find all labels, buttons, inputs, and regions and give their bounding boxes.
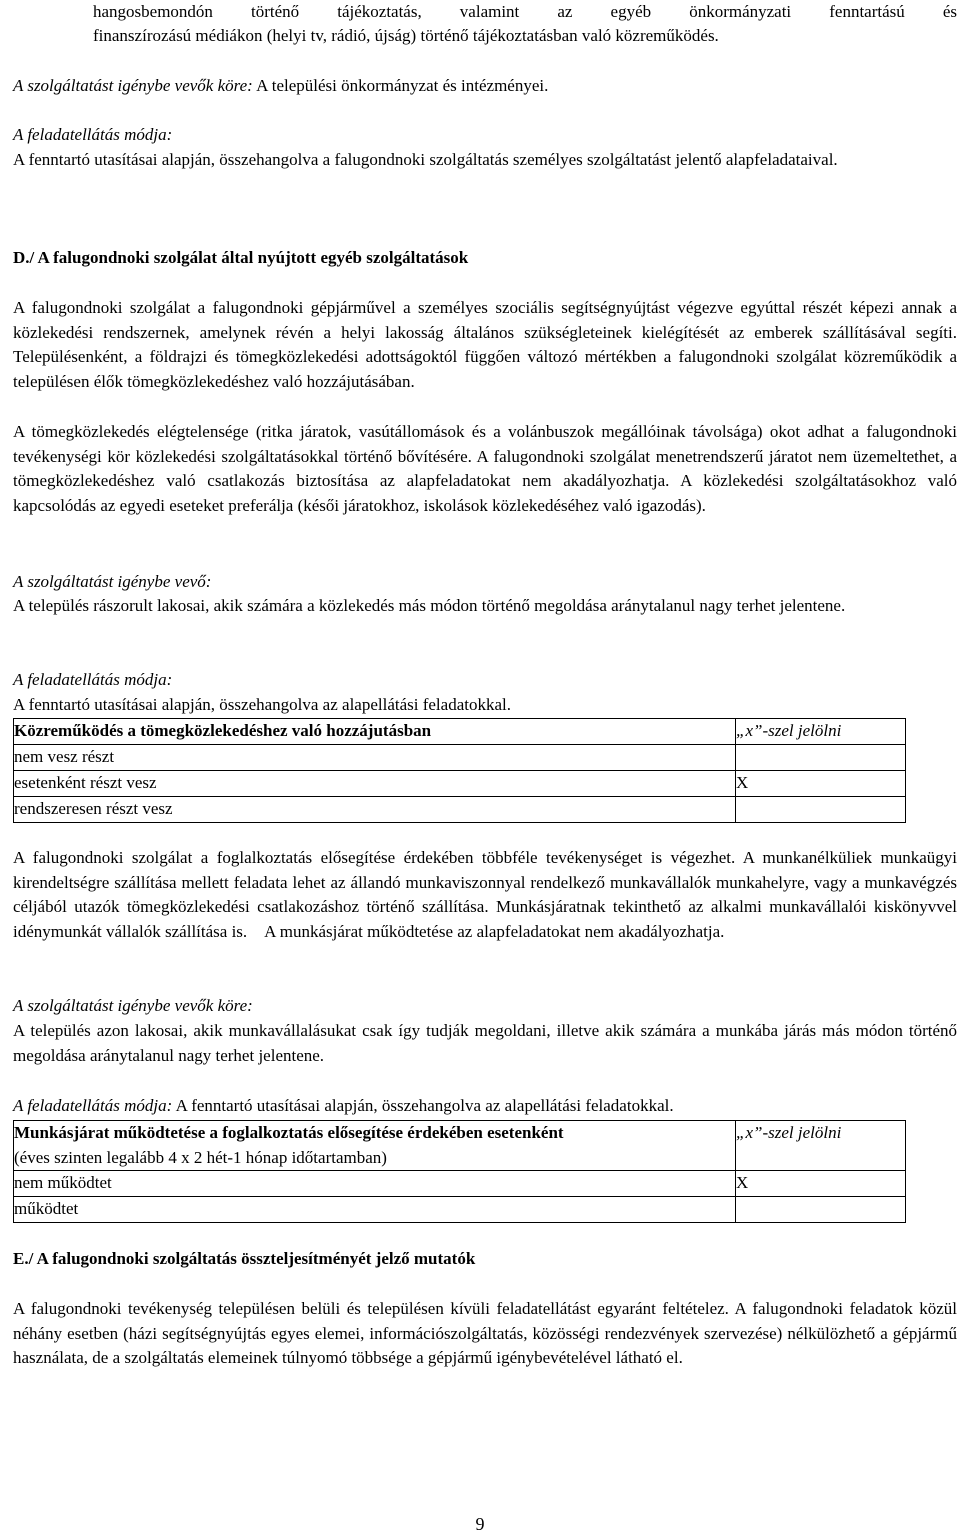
table-row bbox=[14, 719, 906, 745]
block1-users-value: A települési önkormányzat és intézményei. bbox=[252, 76, 549, 95]
block1-users-label: A szolgáltatást igénybe vevők köre: bbox=[13, 76, 253, 95]
row-label: esetenként részt vesz bbox=[14, 771, 736, 797]
section-d-mode-text: A fenntartó utasításai alapján, összehangolva az alapellátási feladatokkal. bbox=[13, 695, 511, 714]
row-label: működtet bbox=[14, 1197, 736, 1223]
section-d-para2: A tömegközlekedés elégtelensége (ritka járatok, vasútállomások és a volánbuszok megállóinak távolsága) okot adhat a falugondnoki tevékenységi kör közlekedési szolgáltatásokkal történő bővítésére. A falugondnoki szolgálat menetrendszerű járatot nem üzemeltethet, a tömegközlekedéshez való csatlakozás biztosítása az alapfeladatokat nem akadályozhatja. A közlekedési szolgáltatásokhoz való kapcsolódás az egyedi eseteket preferálja (késői járatokhoz, iskolások közlekedéséhez való igazodás). bbox=[13, 422, 957, 515]
section-d-users2-text: A település azon lakosai, akik munkavállalásukat csak így tudják megoldani, illetve akik számára a munkába járás más módon történő megoldása aránytalanul nagy terhet jelentene. bbox=[13, 1021, 957, 1065]
row-label: rendszeresen részt vesz bbox=[14, 797, 736, 823]
table-header-label bbox=[14, 1121, 736, 1171]
table-row bbox=[14, 745, 906, 771]
intro-block bbox=[93, 0, 957, 25]
para3-main: A falugondnoki szolgálat a foglalkoztatás elősegítése érdekében többféle tevékenységet is végezhet. A munkanélküliek munkaügyi kirendeltségre szállítása mellett feladata lehet az állandó munkaviszonnyal rendelkező munkavállalók munkahelyre, vagy a munkavégzés céljából utazók tömegközlekedési csatlakozáshoz történő szállítása. Munkásjáratnak tekinthető az alkalmi munkavállalói kiskönyvvel idénymunkát vállalók szállítása is. bbox=[13, 848, 957, 941]
table-header-label: Közreműködés a tömegközlekedéshez való hozzájutásban bbox=[14, 719, 736, 745]
mark-quote: „x bbox=[736, 721, 753, 740]
section-d-user-label: A szolgáltatást igénybe vevő: bbox=[13, 572, 212, 591]
section-d-heading: D./ A falugondnoki szolgálat által nyújtott egyéb szolgáltatások bbox=[13, 248, 469, 267]
section-d-user-text: A település rászorult lakosai, akik számára a közlekedés más módon történő megoldása aránytalanul nagy terhet jelentene. bbox=[13, 596, 846, 615]
table-row bbox=[14, 1171, 906, 1197]
section-d-mode-label: A feladatellátás módja: bbox=[13, 670, 173, 689]
row-label: nem vesz részt bbox=[14, 745, 736, 771]
mode2-label: A feladatellátás módja: bbox=[13, 1096, 173, 1115]
page-number: 9 bbox=[475, 1514, 485, 1534]
section-d-para3 bbox=[13, 846, 957, 944]
block1-users bbox=[13, 74, 957, 99]
section-d-users2-label: A szolgáltatást igénybe vevők köre: bbox=[13, 996, 253, 1015]
table-header-mark bbox=[736, 719, 906, 745]
mark-rest: ”-szel jelölni bbox=[753, 1123, 842, 1142]
participation-table bbox=[13, 718, 906, 823]
row-mark bbox=[736, 1197, 906, 1223]
workers-transport-table bbox=[13, 1120, 906, 1223]
mode2-text: A fenntartó utasításai alapján, összehangolva az alapellátási feladatokkal. bbox=[172, 1096, 674, 1115]
row-label: nem működtet bbox=[14, 1171, 736, 1197]
block1-mode-text: A fenntartó utasításai alapján, összehangolva a falugondnoki szolgáltatás személyes szolgáltatást jelentő alapfeladataival. bbox=[13, 150, 838, 169]
table-row bbox=[14, 1121, 906, 1171]
table-header-mark bbox=[736, 1121, 906, 1171]
section-e-para: A falugondnoki tevékenység településen belüli és településen kívüli feladatellátást egyaránt feltételez. A falugondnoki feladatok közül néhány esetben (házi segítségnyújtás egyes elemei, információszolgáltatás, közösségi rendezvények szervezése) nélkülözhető a gépjármű használata, de a szolgáltatás elemeinek túlnyomó többsége a gépjármű igénybevételével látható el. bbox=[13, 1299, 957, 1367]
mark-quote: „x bbox=[736, 1123, 753, 1142]
table-row bbox=[14, 797, 906, 823]
block1-mode-label: A feladatellátás módja: bbox=[13, 125, 173, 144]
intro-line-1: hangosbemondón történő tájékoztatás, valamint az egyéb önkormányzati fenntartású és bbox=[93, 2, 957, 21]
mark-rest: ”-szel jelölni bbox=[753, 721, 842, 740]
table-row bbox=[14, 1197, 906, 1223]
table-row bbox=[14, 771, 906, 797]
row-mark: X bbox=[736, 1171, 906, 1197]
table-header-subtitle: (éves szinten legalább 4 x 2 hét-1 hónap időtartamban) bbox=[14, 1147, 387, 1167]
section-d-para1: A falugondnoki szolgálat a falugondnoki gépjárművel a személyes szociális segítségnyújtást végezve egyúttal részét képezi annak a közlekedési rendszernek, amelynek révén a helyi lakosság általános szükségleteinek kielégítését az emberek szállításával segíti. Településenként, a földrajzi és tömegközlekedési adottságoktól függően változó mértékben a falugondnoki szolgálat közreműködik a településen élők tömegközlekedéshez való hozzájutásában. bbox=[13, 298, 957, 391]
row-mark bbox=[736, 745, 906, 771]
row-mark: X bbox=[736, 771, 906, 797]
para3-tail: A munkásjárat működtetése az alapfeladatokat nem akadályozhatja. bbox=[264, 921, 725, 941]
table-header-title: Munkásjárat működtetése a foglalkoztatás elősegítése érdekében esetenként bbox=[14, 1123, 564, 1142]
intro-line-2: finanszírozású médiákon (helyi tv, rádió, újság) történő tájékoztatásban való közreműködés. bbox=[93, 26, 719, 45]
section-e-heading: E./ A falugondnoki szolgáltatás összteljesítményét jelző mutatók bbox=[13, 1249, 476, 1268]
row-mark bbox=[736, 797, 906, 823]
section-d-mode2 bbox=[13, 1094, 674, 1119]
